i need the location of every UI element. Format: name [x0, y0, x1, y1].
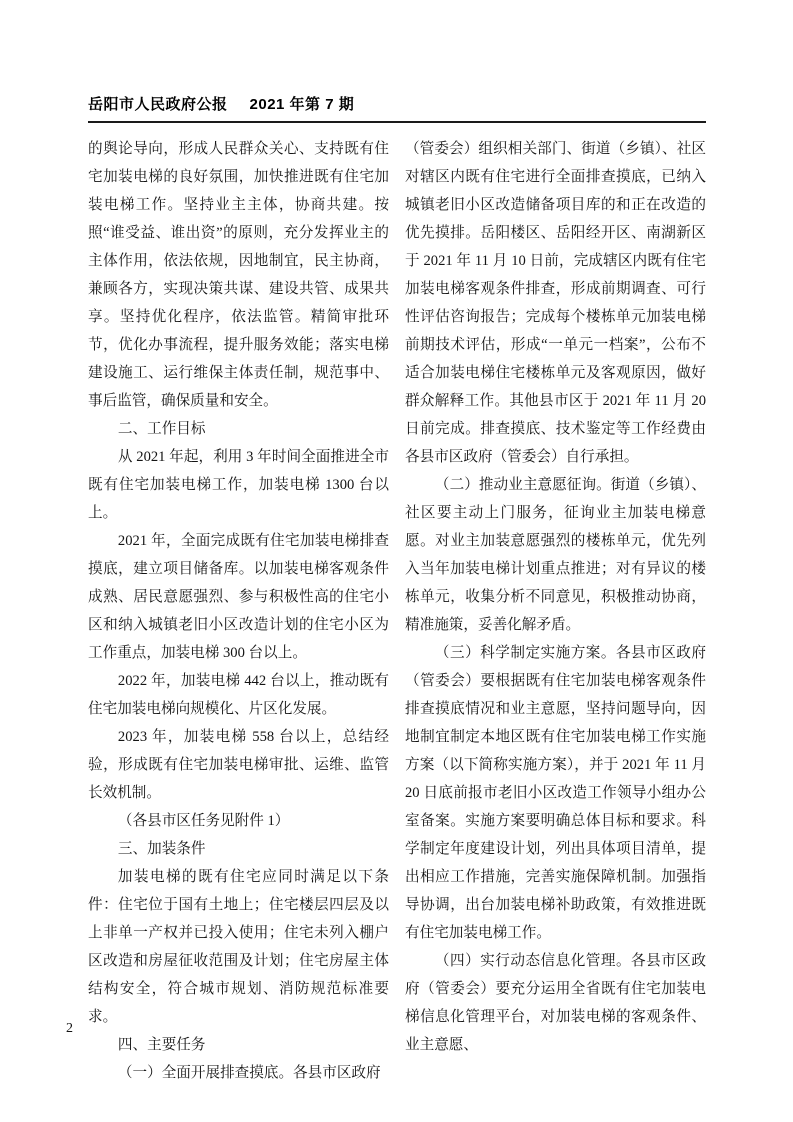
- content-columns: [88, 135, 706, 1087]
- paragraph: （管委会）组织相关部门、街道（乡镇）、社区对辖区内既有住宅进行全面排查摸底，已纳入城镇老旧小区改造储备项目库的和正在改造的优先摸排。岳阳楼区、岳阳经开区、南湖新区于 2021 年 11 月 10 日前，完成辖区内既有住宅加装电梯客观条件排查，形成前期调查、可行性评估咨询报告；完成每个楼栋单元加装电梯前期技术评估，形成“一单元一档案”，公布不适合加装电梯住宅楼栋单元及客观原因，做好群众解释工作。其他县市区于 2021 年 11 月 20 日前完成。排查摸底、技术鉴定等工作经费由各县市区政府（管委会）自行承担。: [405, 141, 706, 465]
- paragraph: 从 2021 年起，利用 3 年时间全面推进全市既有住宅加装电梯工作，加装电梯 1300 台以上。: [88, 449, 389, 521]
- paragraph: 加装电梯的既有住宅应同时满足以下条件：住宅位于国有土地上；住宅楼层四层及以上非单一产权并已投入使用；住宅未列入棚户区改造和房屋征收范围及计划；住宅房屋主体结构安全，符合城市规划、消防规范标准要求。: [88, 869, 389, 1025]
- section-heading: 二、工作目标: [117, 421, 206, 437]
- left-column: [88, 135, 389, 1087]
- paragraph: 2023 年，加装电梯 558 台以上，总结经验，形成既有住宅加装电梯审批、运维、监管长效机制。: [88, 729, 389, 801]
- gazette-title: 岳阳市人民政府公报: [88, 96, 228, 113]
- header-rule: [88, 121, 706, 123]
- page-footer: [66, 1021, 73, 1037]
- paragraph: （各县市区任务见附件 1）: [117, 813, 290, 829]
- page-header: [88, 93, 706, 114]
- paragraph: （二）推动业主意愿征询。街道（乡镇）、社区要主动上门服务，征询业主加装电梯意愿。对业主加装意愿强烈的楼栋单元，优先列入当年加装电梯计划重点推进；对有异议的楼栋单元，收集分析不同意见，积极推动协商，精准施策，妥善化解矛盾。: [405, 477, 706, 633]
- paragraph: 2021 年，全面完成既有住宅加装电梯排查摸底，建立项目储备库。以加装电梯客观条件成熟、居民意愿强烈、参与积极性高的住宅小区和纳入城镇老旧小区改造计划的住宅小区为工作重点，加装电梯 300 台以上。: [88, 533, 389, 661]
- section-heading: 三、加装条件: [117, 841, 206, 857]
- paragraph: （四）实行动态信息化管理。各县市区政府（管委会）要充分运用全省既有住宅加装电梯信息化管理平台，对加装电梯的客观条件、业主意愿、: [405, 953, 706, 1053]
- page-number: 2: [66, 1021, 73, 1036]
- paragraph: （一）全面开展排查摸底。各县市区政府: [117, 1065, 381, 1081]
- paragraph: （三）科学制定实施方案。各县市区政府（管委会）要根据既有住宅加装电梯客观条件排查摸底情况和业主意愿，坚持问题导向，因地制宜制定本地区既有住宅加装电梯工作实施方案（以下简称实施方案），并于 2021 年 11 月 20 日底前报市老旧小区改造工作领导小组办公室备案。实施方案要明确总体目标和要求。科学制定年度建设计划，列出具体项目清单，提出相应工作措施，完善实施保障机制。加强指导协调，出台加装电梯补助政策，有效推进既有住宅加装电梯工作。: [405, 645, 706, 941]
- paragraph: 2022 年，加装电梯 442 台以上，推动既有住宅加装电梯向规模化、片区化发展。: [88, 673, 389, 717]
- gazette-issue: 2021 年第 7 期: [249, 96, 355, 113]
- paragraph: 的舆论导向，形成人民群众关心、支持既有住宅加装电梯的良好氛围，加快推进既有住宅加装电梯工作。坚持业主主体，协商共建。按照“谁受益、谁出资”的原则，充分发挥业主的主体作用，依法依规，因地制宜，民主协商，兼顾各方，实现决策共谋、建设共管、成果共享。坚持优化程序，依法监管。精简审批环节，优化办事流程，提升服务效能；落实电梯建设施工、运行维保主体责任制，规范事中、事后监管，确保质量和安全。: [88, 141, 389, 409]
- section-heading: 四、主要任务: [117, 1037, 206, 1053]
- right-column: [405, 135, 706, 1087]
